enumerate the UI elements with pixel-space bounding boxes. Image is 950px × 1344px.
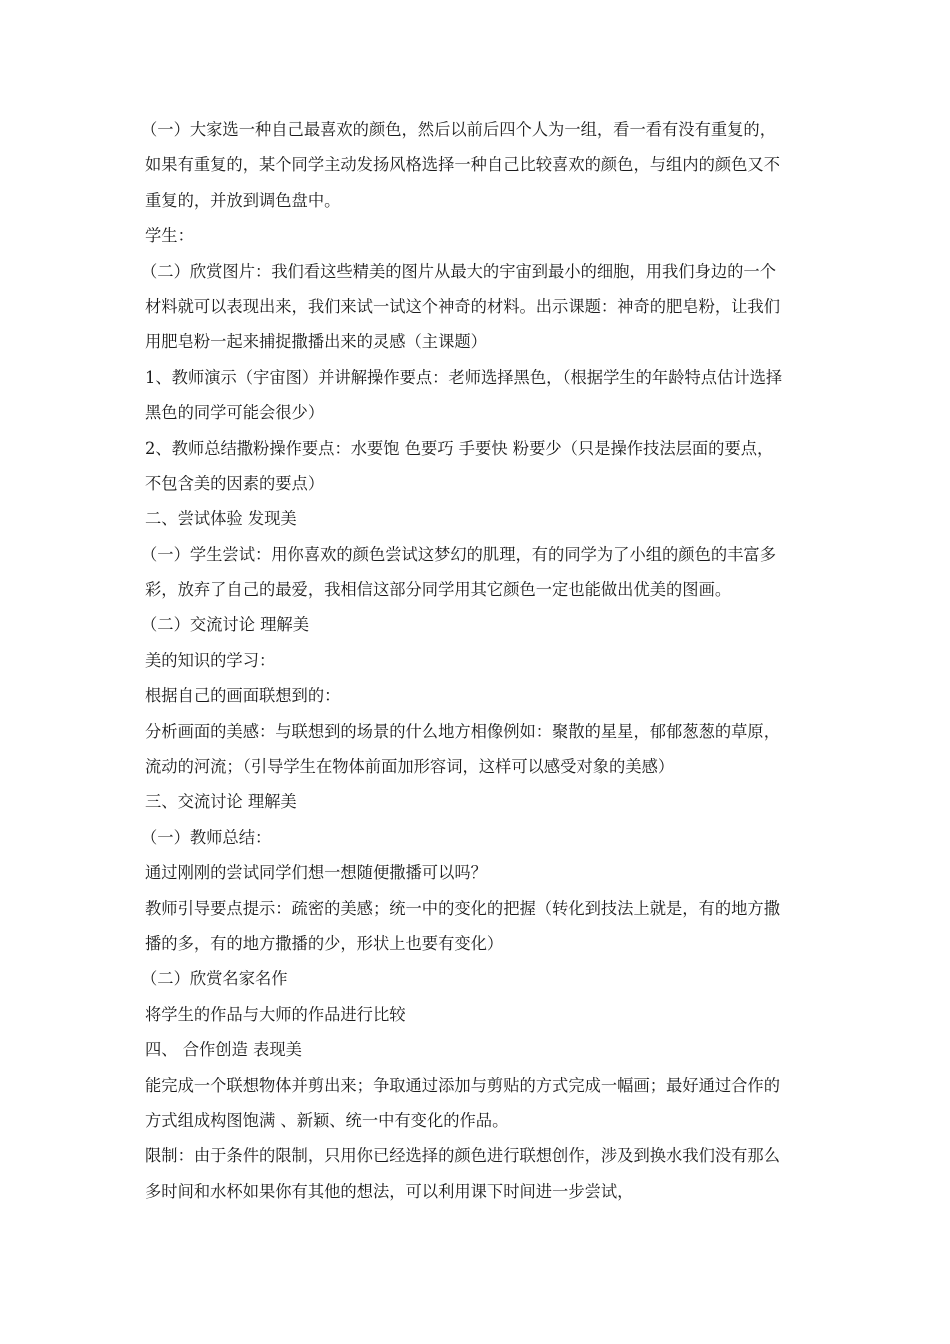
paragraph (145, 861, 815, 896)
text-line: 用肥皂粉一起来捕捉撒播出来的灵感（主课题） (145, 332, 487, 352)
text-line: 限制：由于条件的限制，只用你已经选择的颜色进行联想创作，涉及到换水我们没有那么 (145, 1146, 780, 1166)
text-line: 彩，放弃了自己的最爱，我相信这部分同学用其它颜色一定也能做出优美的图画。 (145, 580, 732, 600)
paragraph (145, 1003, 815, 1038)
text-line: 学生： (145, 226, 194, 246)
text-line: 如果有重复的，某个同学主动发扬风格选择一种自己比较喜欢的颜色，与组内的颜色又不 (145, 155, 780, 175)
text-line: 黑色的同学可能会很少） (145, 403, 325, 423)
paragraph (141, 543, 815, 614)
text-line: 材料就可以表现出来，我们来试一试这个神奇的材料。出示课题：神奇的肥皂粉，让我们 (145, 296, 780, 316)
text-line: 流动的河流；（引导学生在物体前面加形容词，这样可以感受对象的美感） (145, 757, 675, 777)
text-line: 1、教师演示（宇宙图）并讲解操作要点：老师选择黑色，（根据学生的年龄特点估计选择 (145, 367, 783, 387)
text-line: 分析画面的美感：与联想到的场景的什么地方相像例如：聚散的星星，郁郁葱葱的草原， (145, 721, 780, 741)
paragraph (145, 224, 815, 259)
text-line: 通过刚刚的尝试同学们想一想随便撒播可以吗？ (145, 863, 487, 883)
paragraph (145, 790, 815, 825)
paragraph (145, 1038, 815, 1073)
text-line: 将学生的作品与大师的作品进行比较 (145, 1004, 406, 1024)
paragraph (145, 1144, 815, 1215)
paragraph (145, 720, 815, 791)
paragraph (145, 437, 815, 508)
paragraph (141, 967, 815, 1002)
paragraph (145, 366, 815, 437)
text-line: 二、尝试体验 发现美 (145, 509, 297, 529)
paragraph (145, 684, 815, 719)
text-line: （一）学生尝试：用你喜欢的颜色尝试这梦幻的肌理，有的同学为了小组的颜色的丰富多 (141, 544, 776, 564)
text-line: 教师引导要点提示：疏密的美感；统一中的变化的把握（转化到技法上就是，有的地方撒 (145, 898, 780, 918)
text-line: （二）欣赏图片：我们看这些精美的图片从最大的宇宙到最小的细胞，用我们身边的一个 (141, 261, 776, 281)
text-line: 方式组成构图饱满 、新颖、统一中有变化的作品。 (145, 1110, 509, 1130)
paragraph (141, 826, 815, 861)
text-line: 能完成一个联想物体并剪出来；争取通过添加与剪贴的方式完成一幅画；最好通过合作的 (145, 1075, 780, 1095)
text-line: 2、教师总结撒粉操作要点：水要饱 色要巧 手要快 粉要少（只是操作技法层面的要点， (145, 438, 774, 458)
text-line: 美的知识的学习： (145, 650, 276, 670)
paragraph (141, 118, 815, 224)
text-line: 四、 合作创造 表现美 (145, 1040, 302, 1060)
text-line: 根据自己的画面联想到的： (145, 686, 341, 706)
text-line: 多时间和水杯如果你有其他的想法，可以利用课下时间进一步尝试， (145, 1181, 634, 1201)
text-line: 不包含美的因素的要点） (145, 473, 325, 493)
paragraph (141, 613, 815, 648)
paragraph (145, 897, 815, 968)
text-line: 三、交流讨论 理解美 (145, 792, 297, 812)
text-line: （一）大家选一种自己最喜欢的颜色，然后以前后四个人为一组，看一看有没有重复的， (141, 120, 776, 139)
paragraph (145, 1074, 815, 1145)
text-line: 重复的，并放到调色盘中。 (145, 190, 341, 210)
document-body (141, 118, 815, 1215)
paragraph (145, 649, 815, 684)
text-line: 播的多，有的地方撒播的少，形状上也要有变化） (145, 933, 504, 953)
text-line: （二）欣赏名家名作 (141, 969, 288, 989)
paragraph (141, 260, 815, 366)
text-line: （一）教师总结： (141, 827, 272, 847)
text-line: （二）交流讨论 理解美 (141, 615, 309, 635)
paragraph (145, 507, 815, 542)
